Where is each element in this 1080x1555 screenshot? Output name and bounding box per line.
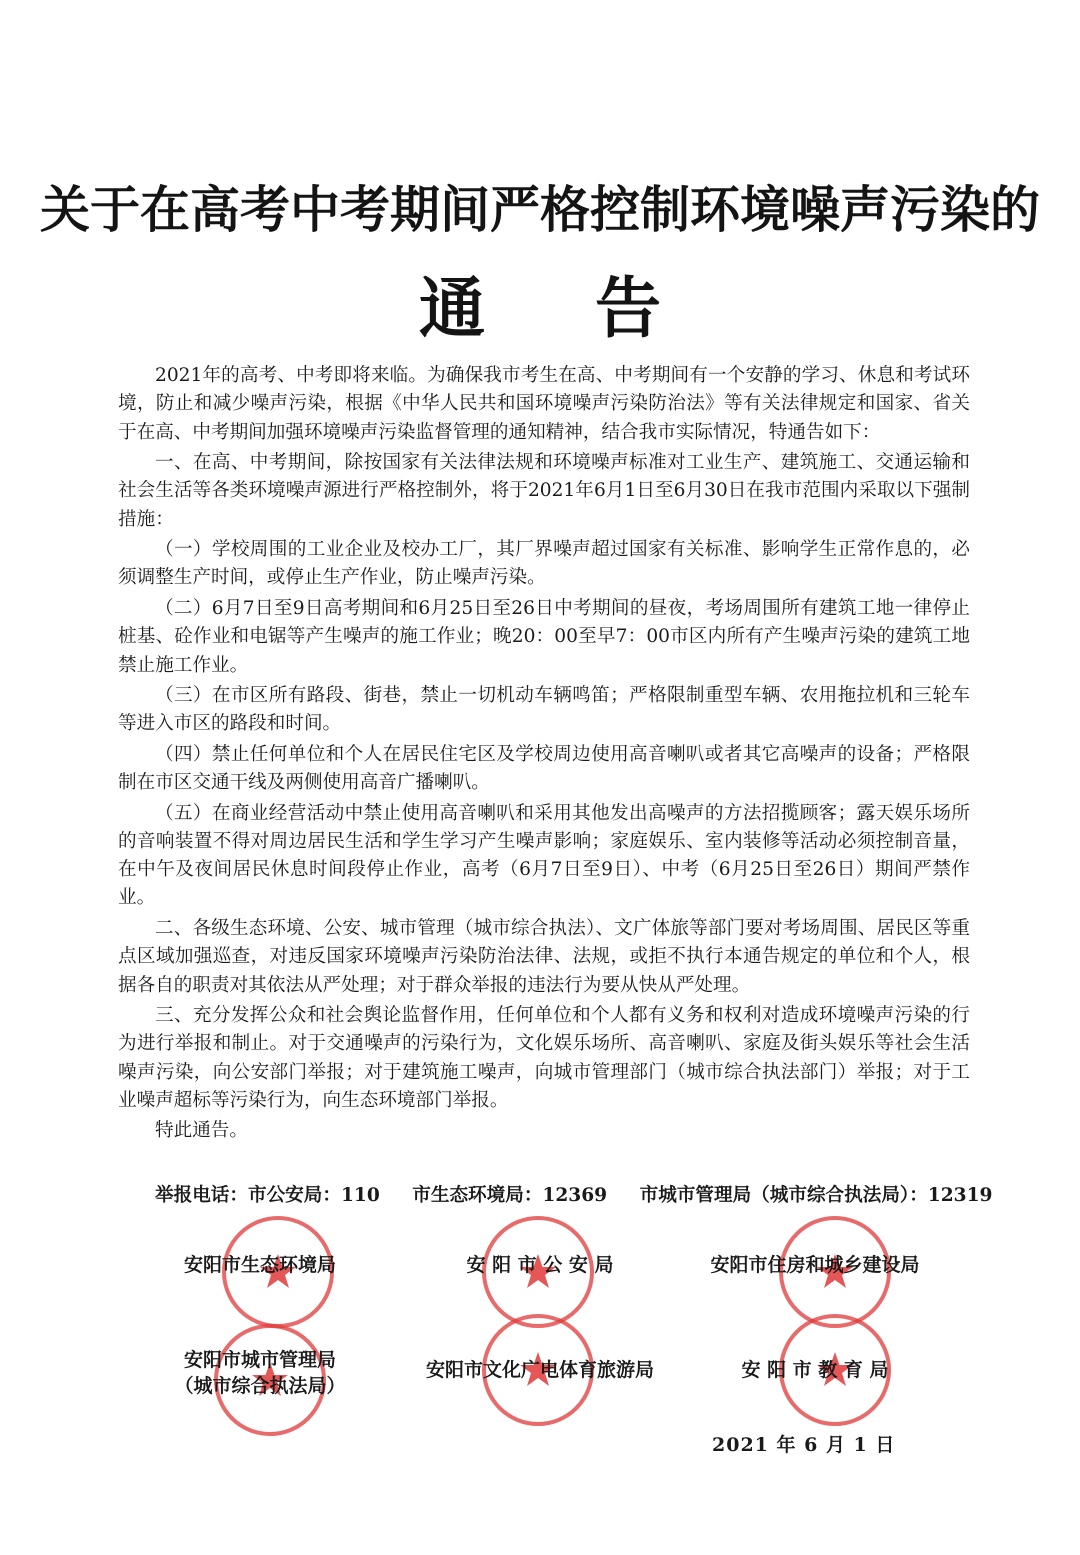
org-urban-management xyxy=(110,1347,410,1399)
paragraph-item-4: （四）禁止任何单位和个人在居民住宅区及学校周边使用高音喇叭或者其它高噪声的设备；严格限制在市区交通干线及两侧使用高音广播喇叭。 xyxy=(118,743,970,794)
contact-ecology: 市生态环境局：12369 xyxy=(412,1185,608,1206)
title-line-2: 通告 xyxy=(419,270,771,347)
paragraph-closing: 特此通告。 xyxy=(155,1120,248,1142)
org-urban-management-name: 安阳市城市管理局 xyxy=(183,1349,336,1371)
org-housing: 安阳市住房和城乡建设局 xyxy=(710,1254,920,1276)
org-culture: 安阳市文化广电体育旅游局 xyxy=(425,1359,654,1381)
org-urban-management-subname: （城市综合执法局） xyxy=(174,1375,346,1397)
org-ecology: 安阳市生态环境局 xyxy=(183,1254,336,1276)
contact-police: 举报电话：市公安局：110 xyxy=(155,1185,380,1206)
issue-date: 2021 年 6 月 1 日 xyxy=(712,1434,896,1456)
contact-urban-management: 市城市管理局（城市综合执法局）：12319 xyxy=(639,1185,993,1206)
paragraph-article-3: 三、充分发挥公众和社会舆论监督作用，任何单位和个人都有义务和权利对造成环境噪声污染的行为进行举报和制止。对于交通噪声的污染行为，文化娱乐场所、高音喇叭、家庭及街头娱乐等社会生活噪声污染，向公安部门举报；对于建筑施工噪声，向城市管理部门（城市综合执法部门）举报；对于工业噪声超标等污染行为，向生态环境部门举报。 xyxy=(118,1005,970,1111)
paragraph-item-5: （五）在商业经营活动中禁止使用高音喇叭和采用其他发出高噪声的方法招揽顾客；露天娱乐场所的音响装置不得对周边居民生活和学生学习产生噪声影响；家庭娱乐、室内装修等活动必须控制音量，在中午及夜间居民休息时间段停止作业，高考（6月7日至9日）、中考（6月25日至26日）期间严禁作业。 xyxy=(118,802,970,909)
paragraph-item-2: （二）6月7日至9日高考期间和6月25日至26日中考期间的昼夜，考场周围所有建筑工地一律停止桩基、砼作业和电锯等产生噪声的施工作业；晚20：00至早7：00市区内所有产生噪声污染的建筑工地禁止施工作业。 xyxy=(118,597,970,676)
paragraph-article-1: 一、在高、中考期间，除按国家有关法律法规和环境噪声标准对工业生产、建筑施工、交通运输和社会生活等各类环境噪声源进行严格控制外，将于2021年6月1日至6月30日在我市范围内采取以下强制措施： xyxy=(118,452,970,530)
org-police: 安 阳 市 公 安 局 xyxy=(466,1254,614,1276)
paragraph-article-2: 二、各级生态环境、公安、城市管理（城市综合执法）、文广体旅等部门要对考场周围、居民区等重点区域加强巡查，对违反国家环境噪声污染防治法律、法规，或拒不执行本通告规定的单位和个人，根据各自的职责对其依法从严处理；对于群众举报的违法行为要从快从严处理。 xyxy=(118,917,970,996)
org-education: 安 阳 市 教 育 局 xyxy=(741,1359,889,1381)
report-phone-line xyxy=(155,1181,1015,1207)
paragraph-intro: 2021年的高考、中考即将来临。为确保我市考生在高、中考期间有一个安静的学习、休息和考试环境，防止和减少噪声污染，根据《中华人民共和国环境噪声污染防治法》等有关法律规定和国家、省关于在高、中考期间加强环境噪声污染监督管理的通知精神，结合我市实际情况，特通告如下： xyxy=(118,365,970,443)
title-line-1: 关于在高考中考期间严格控制环境噪声污染的 xyxy=(40,181,1040,239)
paragraph-item-1: （一）学校周围的工业企业及校办工厂，其厂界噪声超过国家有关标准、影响学生正常作息的，必须调整生产时间，或停止生产作业，防止噪声污染。 xyxy=(118,539,970,589)
notice-body xyxy=(118,362,970,1148)
paragraph-item-3: （三）在市区所有路段、街巷，禁止一切机动车辆鸣笛；严格限制重型车辆、农用拖拉机和三轮车等进入市区的路段和时间。 xyxy=(118,685,970,735)
